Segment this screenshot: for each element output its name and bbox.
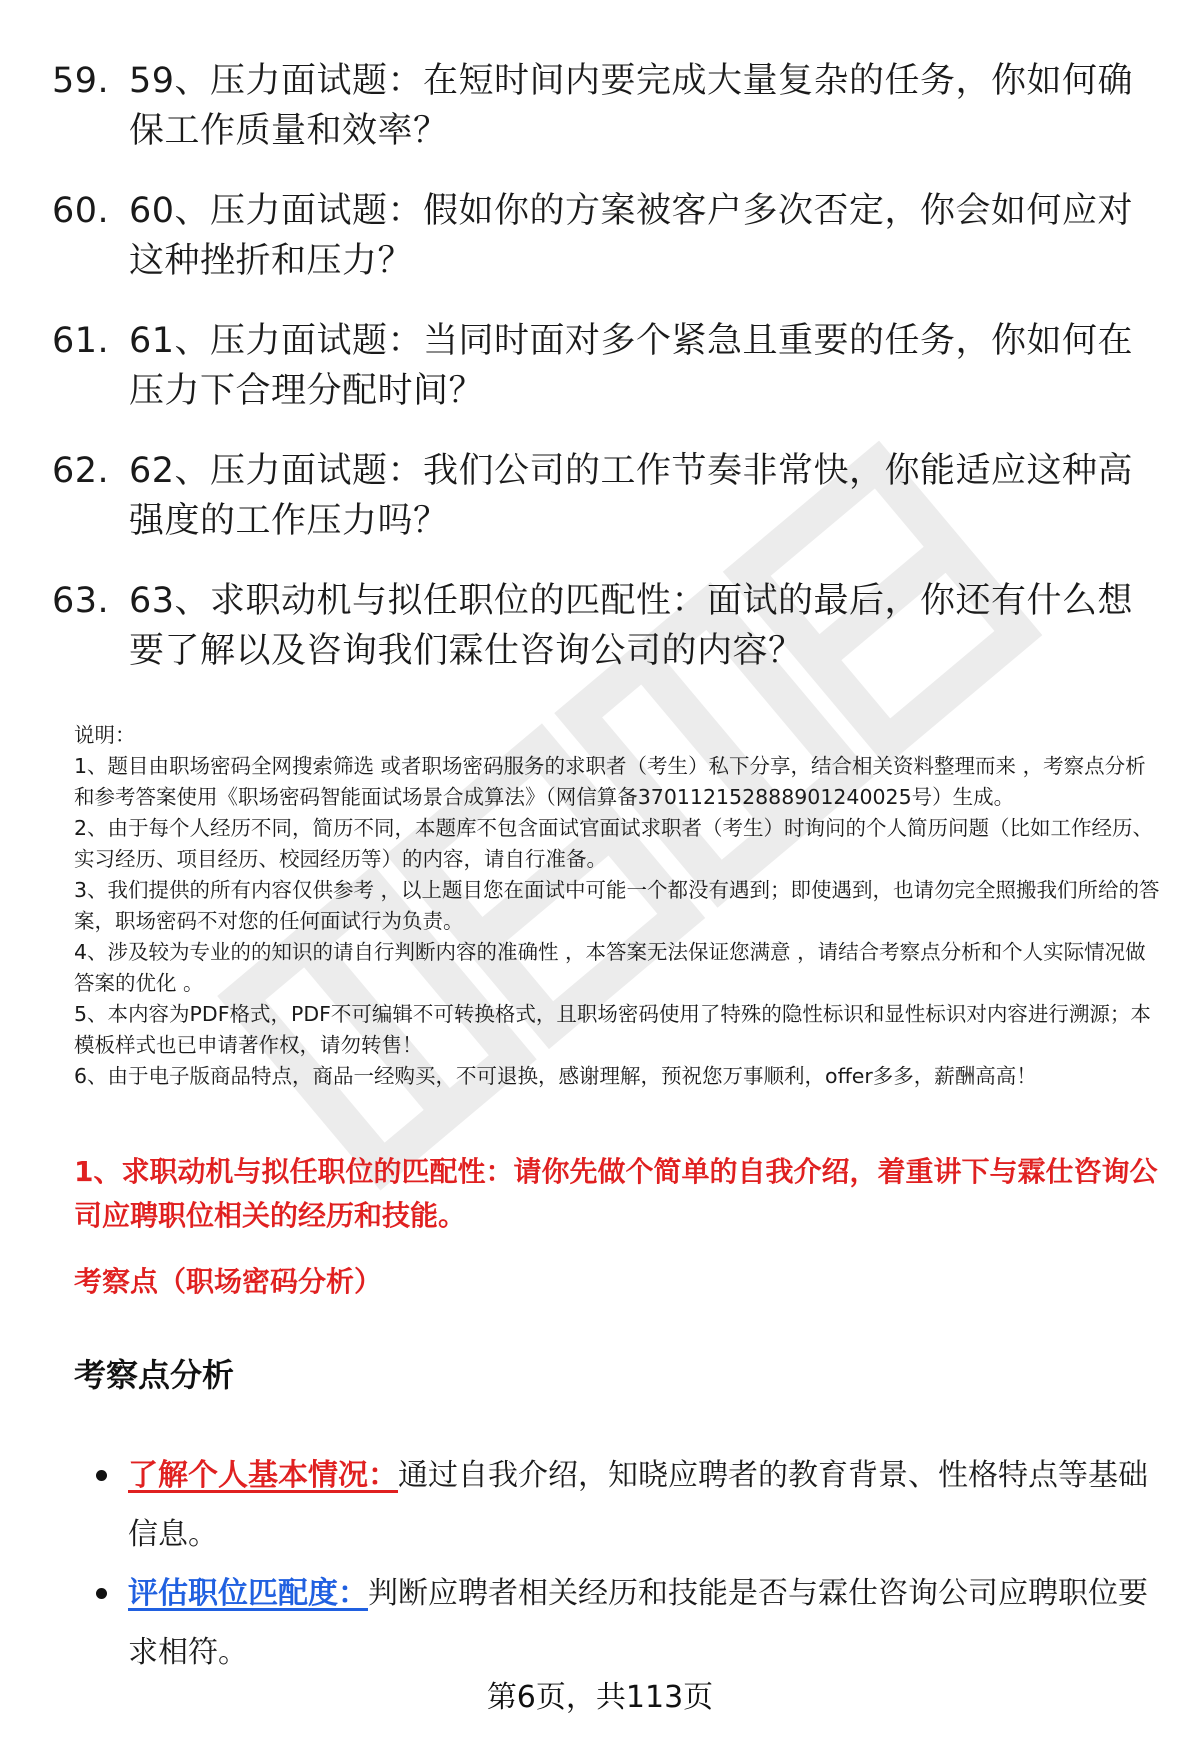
- note-item-4: 4、涉及较为专业的的知识的请自行判断内容的准确性 ，本答案无法保证您满意 ，请结合考察点分析和个人实际情况做答案的优化 。: [74, 940, 1146, 995]
- notes-title: 说明：: [74, 723, 136, 747]
- question-text: 63、求职动机与拟任职位的匹配性：面试的最后，你还有什么想要了解以及咨询我们霖仕咨询公司的内容？: [129, 581, 1134, 671]
- question-list: [52, 56, 1162, 706]
- question-text: 61、压力面试题：当同时面对多个紧急且重要的任务，你如何在压力下合理分配时间？: [129, 321, 1134, 411]
- bullet-text: 通过自我介绍，知晓应聘者的教育背景、性格特点等基础信息。: [128, 1458, 1148, 1552]
- note-item-6: 6、由于电子版商品特点，商品一经购买，不可退换，感谢理解，预祝您万事顺利，offer多多，薪酬高高！: [74, 1064, 1037, 1088]
- question-number: 61.: [52, 321, 110, 361]
- note-item-3: 3、我们提供的所有内容仅供参考 ，以上题目您在面试中可能一个都没有遇到；即使遇到，也请勿完全照搬我们所给的答案，职场密码不对您的任何面试行为负责。: [74, 878, 1160, 933]
- bullet-item: [96, 1564, 1156, 1682]
- bullet-keyword: 评估职位匹配度：: [128, 1576, 368, 1611]
- analysis-subheading: 考察点（职场密码分析）: [74, 1265, 383, 1298]
- question-text: 59、压力面试题：在短时间内要完成大量复杂的任务，你如何确保工作质量和效率？: [129, 61, 1134, 151]
- note-item-5: 5、本内容为PDF格式，PDF不可编辑不可转换格式，且职场密码使用了特殊的隐性标识和显性标识对内容进行溯源；本模板样式也已申请著作权，请勿转售！: [74, 1002, 1151, 1057]
- question-item-59: [52, 56, 1162, 156]
- question-text: 60、压力面试题：假如你的方案被客户多次否定，你会如何应对这种挫折和压力？: [129, 191, 1134, 281]
- question-item-63: [52, 576, 1162, 676]
- bullet-text: 判断应聘者相关经历和技能是否与霖仕咨询公司应聘职位要求相符。: [128, 1576, 1148, 1670]
- question-number: 62.: [52, 451, 110, 491]
- question-number: 59.: [52, 61, 110, 101]
- notes-section: [74, 720, 1164, 1092]
- question-text: 62、压力面试题：我们公司的工作节奏非常快，你能适应这种高强度的工作压力吗？: [129, 451, 1134, 541]
- analysis-bullet-list: [96, 1446, 1156, 1682]
- question-item-60: [52, 186, 1162, 286]
- question-item-62: [52, 446, 1162, 546]
- note-item-1: 1、题目由职场密码全网搜索筛选 或者职场密码服务的求职者（考生）私下分享，结合相关资料整理而来 ，考察点分析和参考答案使用《职场密码智能面试场景合成算法》（网信算备370112152888901240025号）生成。: [74, 754, 1146, 809]
- bullet-keyword: 了解个人基本情况：: [128, 1458, 398, 1493]
- bullet-dot-icon: [96, 1588, 107, 1599]
- question-number: 63.: [52, 581, 110, 621]
- note-item-2: 2、由于每个人经历不同，简历不同，本题库不包含面试官面试求职者（考生）时询问的个人简历问题（比如工作经历、实习经历、项目经历、校园经历等）的内容，请自行准备。: [74, 816, 1154, 871]
- question-heading: 1、求职动机与拟任职位的匹配性：请你先做个简单的自我介绍，着重讲下与霖仕咨询公司应聘职位相关的经历和技能。: [74, 1155, 1158, 1232]
- question-number: 60.: [52, 191, 110, 231]
- section-title: 考察点分析: [74, 1356, 235, 1394]
- bullet-dot-icon: [96, 1470, 107, 1481]
- bullet-item: [96, 1446, 1156, 1564]
- page-footer: 第6页，共113页: [486, 1680, 714, 1715]
- question-item-61: [52, 316, 1162, 416]
